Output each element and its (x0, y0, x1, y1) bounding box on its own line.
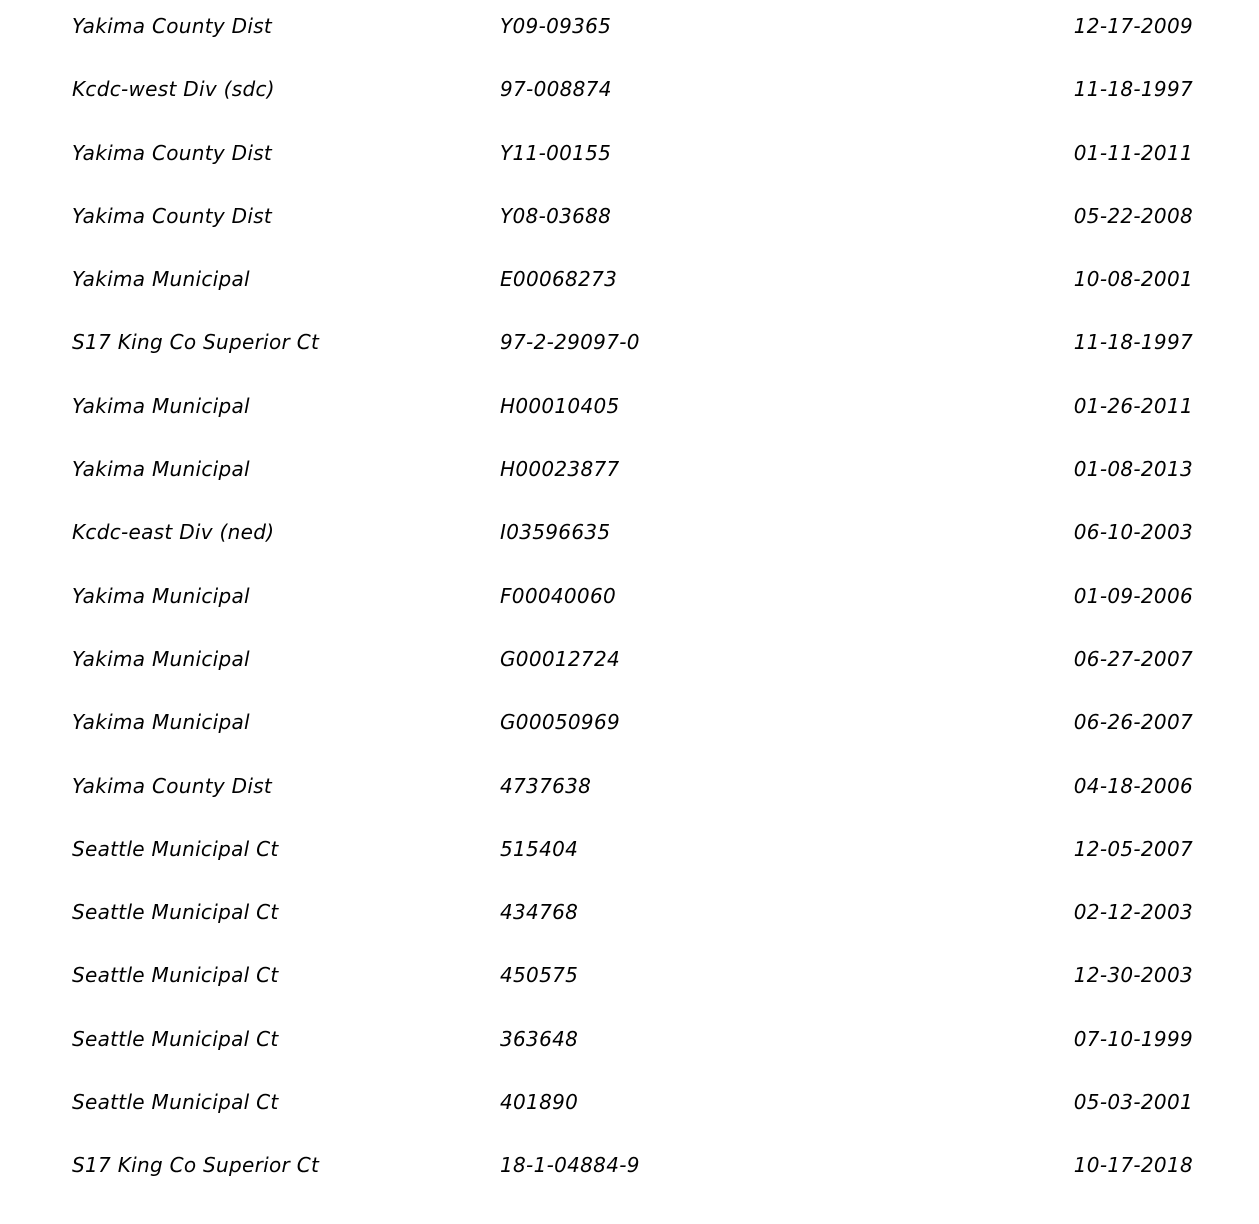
case-number: 363648 (500, 1026, 579, 1051)
case-date: 06-10-2003 (1073, 520, 1193, 545)
record-row (0, 1139, 1259, 1202)
case-number: 401890 (500, 1090, 579, 1115)
record-row (0, 633, 1259, 696)
record-row (0, 1076, 1259, 1139)
record-row (0, 1013, 1259, 1076)
case-date: 04-18-2006 (1073, 773, 1193, 798)
court-name: Yakima Municipal (72, 710, 250, 735)
court-name: Yakima County Dist (72, 773, 273, 798)
case-number: 97-2-29097-0 (500, 330, 640, 355)
court-name: Kcdc-west Div (sdc) (72, 77, 275, 102)
case-number: 434768 (500, 900, 579, 925)
record-row (0, 190, 1259, 253)
record-row (0, 760, 1259, 823)
record-row (0, 380, 1259, 443)
case-date: 01-11-2011 (1073, 140, 1193, 165)
case-number: E00068273 (500, 267, 618, 292)
record-row (0, 949, 1259, 1012)
court-name: Yakima Municipal (72, 267, 250, 292)
case-number: H00023877 (500, 457, 620, 482)
case-date: 01-09-2006 (1073, 583, 1193, 608)
case-number: G00012724 (500, 646, 620, 671)
case-date: 01-08-2013 (1073, 457, 1193, 482)
record-row (0, 253, 1259, 316)
court-name: Yakima County Dist (72, 14, 273, 38)
court-name: Seattle Municipal Ct (72, 1090, 279, 1115)
case-date: 11-18-1997 (1073, 77, 1193, 102)
court-name: Yakima County Dist (72, 203, 273, 228)
case-number: 18-1-04884-9 (500, 1153, 640, 1178)
case-number: 450575 (500, 963, 579, 988)
record-row (0, 127, 1259, 190)
case-date: 01-26-2011 (1073, 393, 1193, 418)
case-number: H00010405 (500, 393, 620, 418)
case-date: 07-10-1999 (1073, 1026, 1193, 1051)
court-name: Yakima County Dist (72, 140, 273, 165)
court-name: Yakima Municipal (72, 393, 250, 418)
case-date: 12-17-2009 (1073, 14, 1193, 38)
record-row (0, 570, 1259, 633)
record-row (0, 0, 1259, 63)
record-row (0, 506, 1259, 569)
case-number: 97-008874 (500, 77, 612, 102)
record-row (0, 696, 1259, 759)
court-name: Seattle Municipal Ct (72, 963, 279, 988)
case-date: 06-27-2007 (1073, 646, 1193, 671)
record-row (0, 316, 1259, 379)
case-date: 10-17-2018 (1073, 1153, 1193, 1178)
case-date: 06-26-2007 (1073, 710, 1193, 735)
record-row (0, 63, 1259, 126)
case-number: F00040060 (500, 583, 617, 608)
case-number: 515404 (500, 836, 579, 861)
court-name: Yakima Municipal (72, 583, 250, 608)
court-name: Seattle Municipal Ct (72, 900, 279, 925)
case-date: 10-08-2001 (1073, 267, 1193, 292)
case-number: Y08-03688 (500, 203, 612, 228)
court-name: Yakima Municipal (72, 646, 250, 671)
case-date: 12-30-2003 (1073, 963, 1193, 988)
court-name: Yakima Municipal (72, 457, 250, 482)
court-name: Kcdc-east Div (ned) (72, 520, 275, 545)
case-number: G00050969 (500, 710, 620, 735)
court-name: Seattle Municipal Ct (72, 1026, 279, 1051)
case-number: 4737638 (500, 773, 592, 798)
record-row (0, 443, 1259, 506)
case-date: 11-18-1997 (1073, 330, 1193, 355)
case-date: 02-12-2003 (1073, 900, 1193, 925)
case-date: 12-05-2007 (1073, 836, 1193, 861)
record-row (0, 886, 1259, 949)
case-date: 05-03-2001 (1073, 1090, 1193, 1115)
record-row (0, 823, 1259, 886)
case-number: I03596635 (500, 520, 611, 545)
case-number: Y09-09365 (500, 14, 612, 38)
court-name: S17 King Co Superior Ct (72, 330, 320, 355)
case-date: 05-22-2008 (1073, 203, 1193, 228)
court-name: S17 King Co Superior Ct (72, 1153, 320, 1178)
case-number: Y11-00155 (500, 140, 612, 165)
court-name: Seattle Municipal Ct (72, 836, 279, 861)
